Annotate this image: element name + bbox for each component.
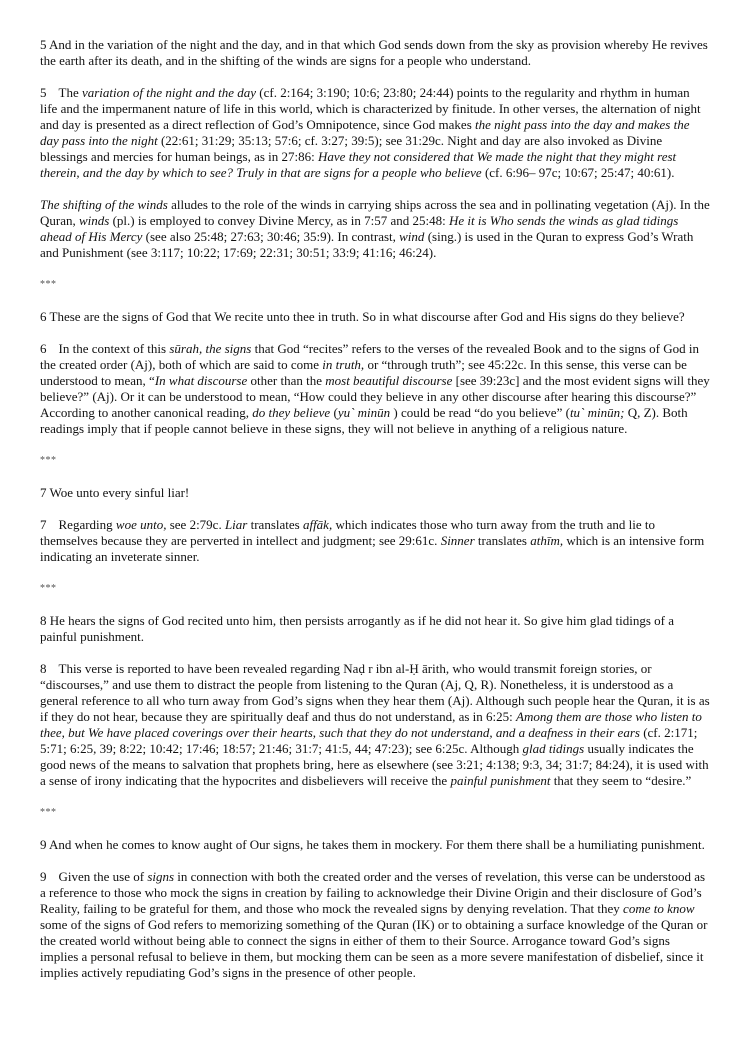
text-run: *** — [40, 583, 57, 594]
italic-phrase: sūrah, the signs — [169, 341, 252, 356]
commentary-number: 8 — [40, 661, 47, 676]
verse-text — [40, 613, 710, 645]
verse-text — [40, 37, 710, 69]
italic-phrase: In what discourse — [154, 373, 248, 388]
italic-phrase: the night pass into the day and makes the day pass into the night — [40, 117, 690, 148]
italic-phrase: tu` minūn; — [569, 405, 625, 420]
text-run: (22:61; 31:29; 35:13; 57:6; cf. 3:27; 39:5); see 31:29c. Night and day are also invoked as Divine blessings and mercies for human beings, as in 27:86: — [40, 133, 663, 164]
text-run: see 2:79c. — [166, 517, 225, 532]
text-run: [see 39:23c] and the most evident signs will they believe?” (Aj). Or it can be understood to mean, “How could they believe in any other discourse after hearing this discourse?” According to another canonical reading, — [40, 373, 710, 420]
text-run: that God “recites” refers to the verses of the revealed Book and to the signs of God in the created order (Aj), both of which are said to come — [40, 341, 699, 372]
text-run: (cf. 2:164; 3:190; 10:6; 23:80; 24:44) points to the regularity and rhythm in human life and the impermanent nature of life in this world, which is characterized by finitude. In other verses, the alternation of night and day is presented as a direct reflection of God’s Omnipotence, since God makes — [40, 85, 701, 132]
text-run: The — [58, 85, 82, 100]
italic-phrase: Have they not considered that We made the night that they might rest therein, and the day by which to see? Truly in that are signs for a people who believe — [40, 149, 677, 180]
commentary-paragraph — [40, 517, 710, 565]
italic-phrase: signs — [147, 869, 175, 884]
commentary-number: 6 — [40, 341, 47, 356]
text-run: 9 And when he comes to know aught of Our signs, he takes them in mockery. For them there shall be a humiliating punishment. — [40, 837, 705, 852]
commentary-number: 7 — [40, 517, 47, 532]
italic-phrase: athīm, — [530, 533, 564, 548]
italic-phrase: Among them are those who listen to thee, but We have placed coverings over their hearts, such that they do not understand, and a deafness in their ears — [40, 709, 702, 740]
text-run: translates — [474, 533, 531, 548]
text-run: This verse is reported to have been revealed regarding Naḍ r ibn al-Ḥ ārith, who would transmit foreign stories, or “discourses,” and use them to distract the people from listening to the Quran (Aj, Q, R). Nonetheless, it is understood as a general reference to all who turn away from God’s signs when they hear them (Aj). Although such people hear the Quran, it is as if they do not hear, because they are spiritually deaf and thus do not understand, as in 6:25: — [40, 661, 710, 724]
text-run: (cf. 2:171; 5:71; 6:25, 39; 8:22; 10:42; 17:46; 18:57; 21:46; 31:7; 41:5, 44; 47:23); see 6:25c. Although — [40, 725, 698, 756]
text-run: translates — [247, 517, 303, 532]
text-run: which indicates those who turn away from the truth and lie to themselves because they are perverted in intellect and judgment; see 29:61c. — [40, 517, 655, 548]
italic-phrase: glad tidings — [522, 741, 585, 756]
italic-phrase: in truth, — [322, 357, 365, 372]
text-run: some of the signs of God refers to memorizing something of the Quran (IK) or to obtaining a surface knowledge of the Quran or the created world without being able to connect the signs in either of them to their Source. Arrogance toward God’s signs implies a personal refusal to believe in them, but mocking them can be seen as a more severe manifestation of disbelief, since it implies actively repudiating God’s signs in the presence of other people. — [40, 917, 708, 980]
italic-phrase: variation of the night and the day — [81, 85, 257, 100]
text-run: or “through truth”; see 45:22c. In this sense, this verse can be understood to mean, “ — [40, 357, 687, 388]
section-separator — [40, 453, 710, 469]
text-run: (pl.) is employed to convey Divine Mercy, as in 7:57 and 25:48: — [109, 213, 449, 228]
section-separator — [40, 805, 710, 821]
commentary-number: 9 — [40, 869, 47, 884]
commentary-paragraph — [40, 85, 710, 181]
text-run: (sing.) is used in the Quran to express God’s Wrath and Punishment (see 3:117; 10:22; 17:69; 22:31; 30:51; 33:9; 41:16; 46:24). — [40, 229, 694, 260]
commentary-paragraph — [40, 661, 710, 789]
text-run: (see also 25:48; 27:63; 30:46; 35:9). In contrast, — [142, 229, 400, 244]
italic-phrase: most beautiful discourse — [325, 373, 453, 388]
text-run: other than the — [247, 373, 326, 388]
verse-text — [40, 309, 710, 325]
italic-phrase: Liar — [224, 517, 248, 532]
text-run: which is an intensive form indicating an inveterate sinner. — [40, 533, 705, 564]
text-run: ) could be read “do you believe” ( — [390, 405, 570, 420]
italic-phrase: He it is Who sends the winds as glad tidings ahead of His Mercy — [40, 213, 679, 244]
italic-phrase: The shifting of the winds — [40, 197, 168, 212]
text-run: alludes to the role of the winds in carrying ships across the sea and in pollinating vegetation (Aj). In the Quran, — [40, 197, 710, 228]
text-run: (cf. 6:96– 97c; 10:67; 25:47; 40:61). — [481, 165, 675, 180]
text-run: Given the use of — [58, 869, 148, 884]
commentary-number: 5 — [40, 85, 47, 100]
text-run: 5 And in the variation of the night and the day, and in that which God sends down from the sky as provision whereby He revives the earth after its death, and in the shifting of the winds are signs for a people who understand. — [40, 37, 708, 68]
text-run: In the context of this — [58, 341, 170, 356]
italic-phrase: wind — [399, 229, 425, 244]
commentary-paragraph — [40, 341, 710, 437]
italic-phrase: do they believe — [252, 405, 331, 420]
text-run: ( — [330, 405, 338, 420]
section-separator — [40, 277, 710, 293]
commentary-paragraph — [40, 869, 710, 981]
text-run: Q, Z). Both readings imply that if people cannot believe in these signs, they will not believe in anything of a religious nature. — [40, 405, 688, 436]
text-run: 7 Woe unto every sinful liar! — [40, 485, 190, 500]
italic-phrase: winds — [79, 213, 110, 228]
text-run: that they seem to “desire.” — [550, 773, 692, 788]
italic-phrase: Sinner — [440, 533, 475, 548]
text-run: *** — [40, 279, 57, 290]
italic-phrase: come to know — [623, 901, 695, 916]
verse-text — [40, 485, 710, 501]
text-run: 6 These are the signs of God that We recite unto thee in truth. So in what discourse after God and His signs do they believe? — [40, 309, 685, 324]
text-run: *** — [40, 455, 57, 466]
italic-phrase: woe unto, — [115, 517, 167, 532]
commentary-paragraph — [40, 197, 710, 261]
document-page — [40, 37, 710, 997]
italic-phrase: yu` minūn — [337, 405, 391, 420]
italic-phrase: affāk, — [302, 517, 333, 532]
section-separator — [40, 581, 710, 597]
verse-text — [40, 837, 710, 853]
italic-phrase: painful punishment — [450, 773, 551, 788]
text-run: in connection with both the created order and the verses of revelation, this verse can be understood as a reference to those who mock the signs in creation by failing to acknowledge their Divine Origin and their disclosure of God’s Reality, failing to be grateful for them, and those who mock the revealed signs by denying revelation. That they — [40, 869, 706, 916]
text-run: *** — [40, 807, 57, 818]
text-run: Regarding — [58, 517, 116, 532]
text-run: usually indicates the good news of the means to salvation that prophets bring, here as elsewhere (see 3:21; 4:138; 9:3, 34; 31:7; 84:24), it is used with a sense of irony indicating that the hypocrites and disbelievers will receive the — [40, 741, 709, 788]
text-run: 8 He hears the signs of God recited unto him, then persists arrogantly as if he did not hear it. So give him glad tidings of a painful punishment. — [40, 613, 674, 644]
